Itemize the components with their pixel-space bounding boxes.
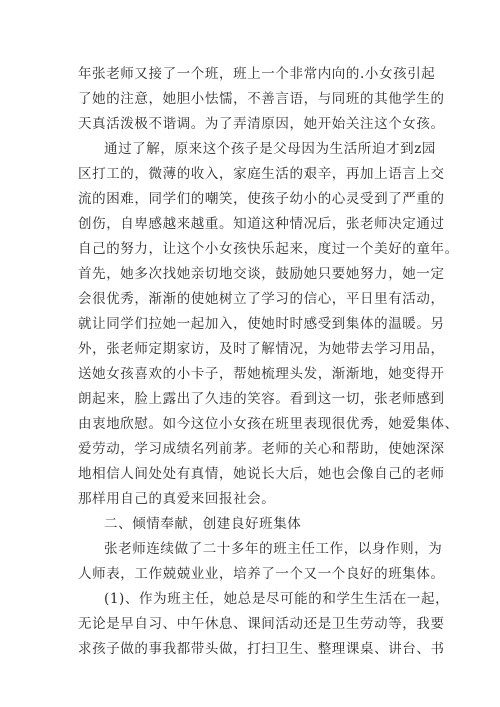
text-line: 爱劳动，学习成绩名列前茅。老师的关心和帮助，使她深深 (78, 441, 445, 457)
text-line: 就让同学们拉她一起加入，使她时时感受到集体的温暖。另 (78, 316, 445, 332)
text-line: 区打工的，微薄的收入，家庭生活的艰辛，再加上语言上交 (78, 166, 445, 182)
text-line: 创伤，自卑感越来越重。知道这种情况后，张老师决定通过 (78, 216, 445, 232)
text-line: 送她女孩喜欢的小卡子，帮她梳理头发，渐渐地，她变得开 (78, 366, 445, 382)
text-line: 自己的努力，让这个小女孩快乐起来，度过一个美好的童年。 (78, 241, 459, 257)
paragraph-start-line: 通过了解，原来这个孩子是父母因为生活所迫才到z园 (104, 141, 437, 157)
text-line: 无论是早自习、中午休息、课间活动还是卫生劳动等，我要 (78, 616, 445, 632)
text-line: 会很优秀，渐渐的使她树立了学习的信心，平日里有活动， (78, 291, 445, 307)
paragraph-start-line: (1)、作为班主任，她总是尽可能的和学生生活在一起， (104, 591, 450, 607)
paragraph-start-line: 张老师连续做了二十多年的班主任工作，以身作则，为 (104, 541, 443, 557)
text-line: 朗起来，脸上露出了久违的笑容。看到这一切，张老师感到 (78, 391, 445, 407)
text-line: 外，张老师定期家访，及时了解情况，为她带去学习用品， (78, 341, 445, 357)
text-line: 人师表，工作兢兢业业，培养了一个又一个良好的班集体。 (78, 566, 445, 582)
text-line: 那样用自己的真爱来回报社会。 (78, 491, 276, 507)
section-heading: 二、倾情奉献，创建良好班集体 (104, 516, 302, 532)
text-line: 天真活泼极不谐调。为了弄清原因，她开始关注这个女孩。 (78, 116, 445, 132)
text-line: 了她的注意，她胆小怯懦，不善言语，与同班的其他学生的 (78, 91, 445, 107)
text-line: 地相信人间处处有真情，她说长大后，她也会像自己的老师 (78, 466, 445, 482)
text-line: 由衷地欣慰。如今这位小女孩在班里表现很优秀，她爱集体、 (78, 416, 459, 432)
text-line: 首先，她多次找她亲切地交谈，鼓励她只要她努力，她一定 (78, 266, 445, 282)
text-line: 流的困难，同学们的嘲笑，使孩子幼小的心灵受到了严重的 (78, 191, 445, 207)
text-line: 年张老师又接了一个班，班上一个非常内向的.小女孩引起 (78, 66, 436, 82)
text-line: 求孩子做的事我都带头做，打扫卫生、整理课桌、讲台、书 (78, 641, 445, 657)
